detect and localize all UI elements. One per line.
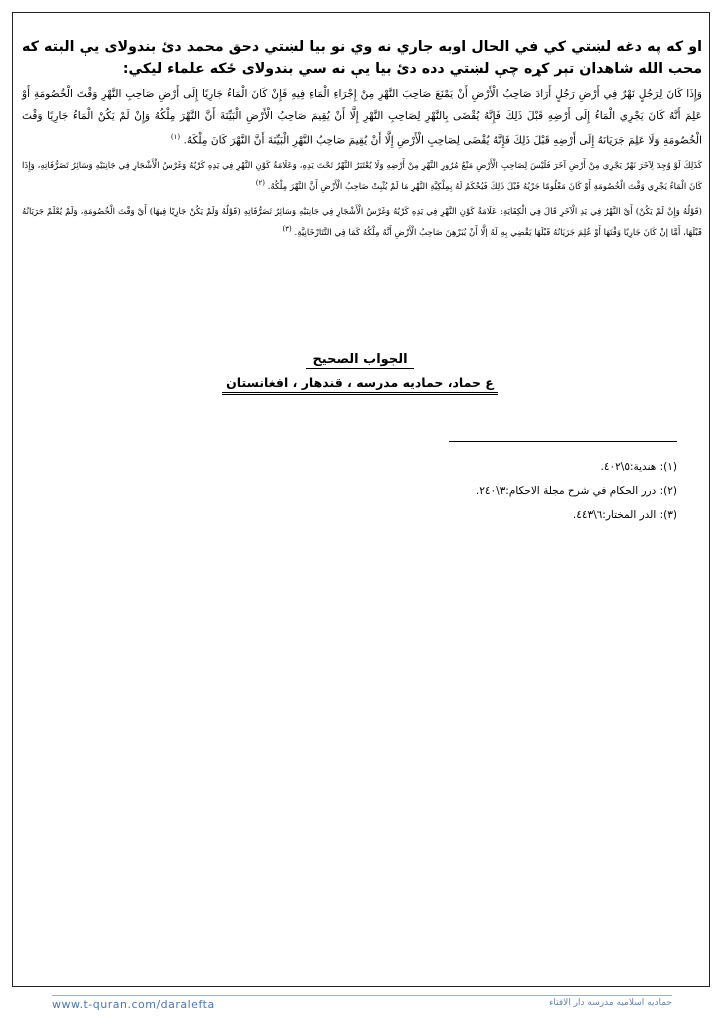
fatwa-body — [22, 36, 702, 250]
quote-durar-text: كَذَلِكَ لَوْ وُجِدَ لِآخَرَ نَهْرٌ يَجْرِي مِنْ أَرْضِ آخَرَ فَلَيْسَ لِصَاحِبِ الْأَرْضِ مَنْعُ مُرُورِ النَّهْرِ مِنْ أَرْضِهِ وَلَا يُعْتَبَرُ النَّهْرُ تَحْتَ يَدِهِ، وَعَلَامَةُ كَوْنِ النَّهْرِ فِي يَدِهِ كَرْيُهُ وَغَرْسُ الْأَشْجَارِ فِي جَانِبَيْهِ وَسَائِرُ تَصَرُّفَاتِهِ، وَإِذَا كَانَ الْمَاءُ يَجْرِي وَقْتَ الْخُصُومَةِ أَوْ كَانَ مَعْلُومًا جَرْيُهُ قَبْلَ ذَلِكَ فَيُحْكَمُ لَهُ بِمِلْكِيَّةِ النَّهْرِ مَا لَمْ يُثْبِتْ صَاحِبُ الْأَرْضِ أَنَّ النَّهْرَ مِلْكُهُ. — [22, 161, 702, 192]
quote-durr-mukhtar-text: (قَوْلُهُ وَإِنْ لَمْ يَكُنْ) أَيْ النَّهْرُ فِي يَدِ الْآخَرِ قَالَ فِي الْكِفَايَةِ: عَلَامَةُ كَوْنِ النَّهْرِ فِي يَدِهِ كَرْيُهُ وَغَرْسُ الْأَشْجَارِ فِي جَانِبَيْهِ وَسَائِرُ تَصَرُّفَاتِهِ (قَوْلُهُ وَلَمْ يَكُنْ جَارِيًا فِيهَا) أَيْ وَقْتَ الْخُصُومَةِ، وَلَمْ يُعْلَمْ جَرَيَانُهُ قَبْلَهَا، أَمَّا إنْ كَانَ جَارِيًا وَقْتَهَا أَوْ عُلِمَ جَرَيَانُهُ قَبْلَهَا يَقْضِي بِهِ لَهُ إلَّا أَنْ يُبَرْهِنَ صَاحِبُ الْأَرْضِ أَنَّهُ مِلْكُهُ كَمَا فِي التَّتَارْخَانِيَّةِ. — [22, 206, 702, 238]
footnote-ref-1: (١) — [170, 133, 181, 141]
footnote-ref-2: (٢) — [255, 179, 265, 188]
footnote-1: (١): هندية:٥\٤٠٢. — [600, 461, 677, 473]
answer-block — [220, 348, 500, 395]
footnotes-list — [377, 455, 677, 527]
intro-paragraph: او كه په دغه لښتي كي في الحال اوبه جاري نه وي نو بيا لښتي دحق محمد دئ بندولاى يې البته كه محب الله شاهدان تېر كړه چې لښتي دده دئ بيا يې نه سي بندولاى ځكه علماء ليكي: — [22, 39, 702, 77]
answer-title: الجواب الصحيح — [306, 352, 413, 369]
mufti-signature: ع حماد، حماديه مدرسه ، قندهار ، افغانستان — [222, 375, 498, 395]
footnote-ref-3: (٣) — [282, 224, 292, 233]
footer-divider — [52, 995, 672, 996]
quote-durr-mukhtar — [22, 204, 702, 242]
quote-hindiya — [22, 84, 702, 152]
footer-website-link[interactable]: www.t-quran.com/daralefta — [52, 998, 215, 1011]
quote-durar — [22, 158, 702, 196]
quote-hindiya-text: وَإِذَا كَانَ لِرَجُلٍ نَهْرٌ فِي أَرْضِ رَجُلٍ أَرَادَ صَاحِبُ الْأَرْضِ أَنْ يَمْنَعَ صَاحِبَ النَّهْرِ مِنْ إِجْرَاءِ الْمَاءِ فِيهِ فَإِنْ كَانَ الْمَاءُ جَارِيًا إِلَى أَرْضِ صَاحِبِ النَّهْرِ وَقْتَ الْخُصُومَةِ أَوْ عَلِمَ أَنَّهُ كَانَ يَجْرِي الْمَاءُ إِلَى أَرْضِهِ قَبْلَ ذَلِكَ فَإِنَّهُ يُقْضَى بِالنَّهْرِ لِصَاحِبِ النَّهْرِ إِلَّا أَنْ يُقِيمَ صَاحِبُ الْأَرْضِ الْبَيِّنَةَ أَنَّ النَّهْرَ مِلْكُهُ وَإِنْ لَمْ يَكُنْ الْمَاءُ جَارِيًا وَقْتَ الْخُصُومَةِ وَلَا عَلِمَ جَرَيَانَهُ إِلَى أَرْضِهِ قَبْلَ ذَلِكَ فَإِنَّهُ يُقْضَى لِصَاحِبِ الْأَرْضِ إِلَّا أَنْ يُقِيمَ صَاحِبُ النَّهْرِ الْبَيِّنَةَ أَنَّ النَّهْرَ كَانَ مِلْكَهُ. — [22, 88, 702, 147]
footnote-divider — [449, 441, 677, 442]
footnote-3: (٣): الدر المختار:٦\٤٤٣. — [572, 509, 677, 521]
footer-institution-name: حماديه اسلاميه مدرسه دار الافتاء — [549, 998, 672, 1008]
footnote-2: (٢): درر الحكام في شرح مجلة الاحكام:٣\٢٤٠. — [475, 485, 677, 497]
